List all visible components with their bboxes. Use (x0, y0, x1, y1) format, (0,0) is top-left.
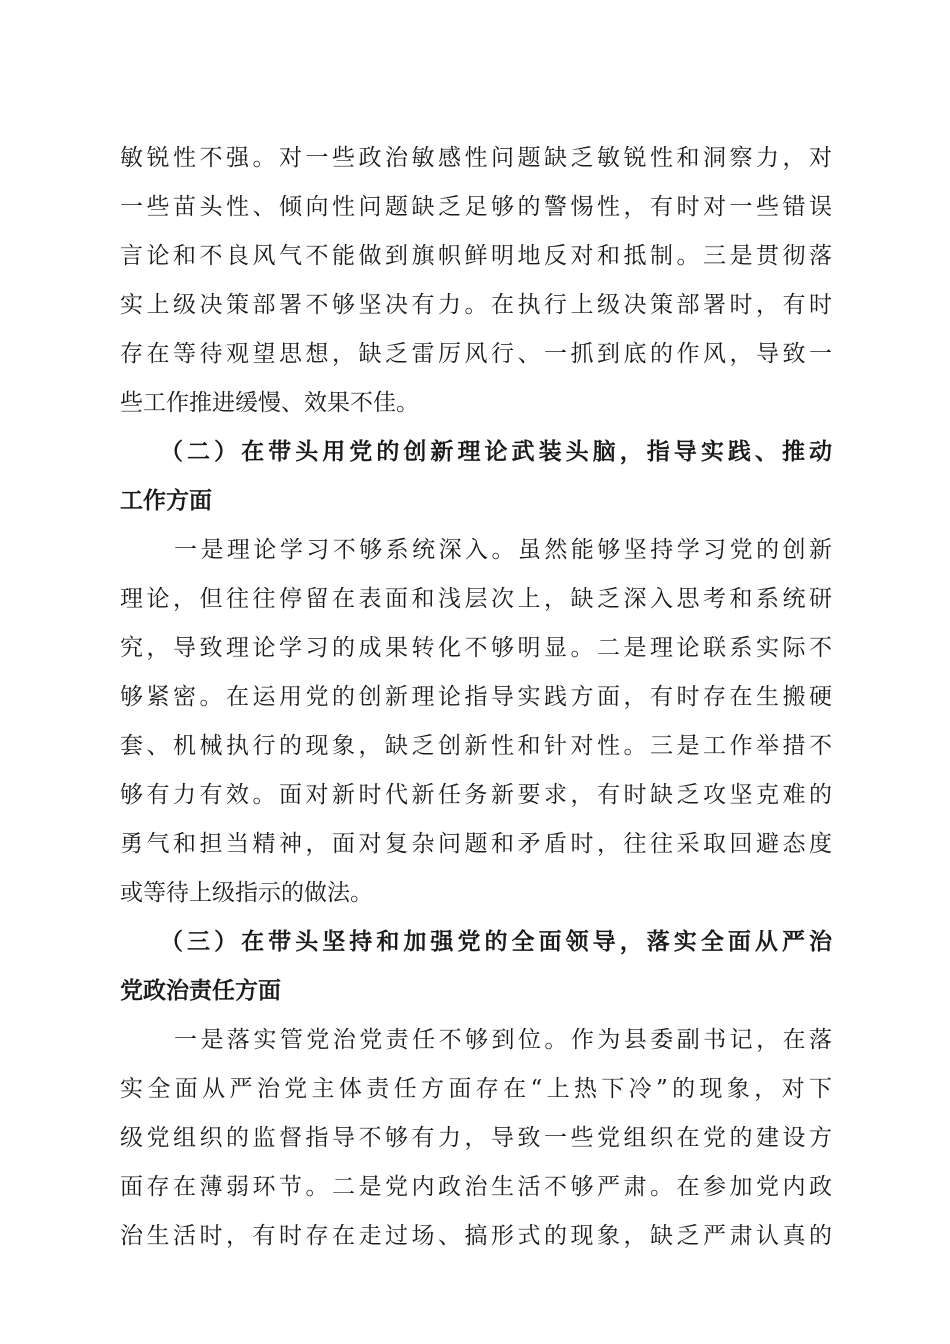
section-heading-2-cont: 工作方面 (120, 487, 212, 514)
body-line: 实上级决策部署不够坚决有力。在执行上级决策部署时，有时 (120, 292, 832, 318)
body-line: 治生活时，有时存在走过场、搞形式的现象，缺乏严肃认真的 (120, 1223, 832, 1249)
body-line: 一些苗头性、倾向性问题缺乏足够的警惕性，有时对一些错误 (120, 194, 832, 220)
body-line: 够紧密。在运用党的创新理论指导实践方面，有时存在生搬硬 (120, 684, 832, 710)
body-line: 面存在薄弱环节。二是党内政治生活不够严肃。在参加党内政 (120, 1174, 832, 1200)
body-line: 或等待上级指示的做法。 (120, 880, 373, 906)
body-line: 勇气和担当精神，面对复杂问题和矛盾时，往往采取回避态度 (120, 831, 832, 857)
body-line: 究，导致理论学习的成果转化不够明显。二是理论联系实际不 (120, 635, 832, 661)
body-line: 套、机械执行的现象，缺乏创新性和针对性。三是工作举措不 (120, 733, 832, 759)
section-heading-3: （三）在带头坚持和加强党的全面领导，落实全面从严治 (160, 928, 832, 955)
body-line: 些工作推进缓慢、效果不佳。 (120, 390, 419, 416)
body-line: 理论，但往往停留在表面和浅层次上，缺乏深入思考和系统研 (120, 586, 832, 612)
body-line: 一是落实管党治党责任不够到位。作为县委副书记，在落 (174, 1027, 832, 1053)
body-line: 言论和不良风气不能做到旗帜鲜明地反对和抵制。三是贯彻落 (120, 243, 832, 269)
body-line: 存在等待观望思想，缺乏雷厉风行、一抓到底的作风，导致一 (120, 341, 832, 367)
body-line: 够有力有效。面对新时代新任务新要求，有时缺乏攻坚克难的 (120, 782, 832, 808)
body-line: 一是理论学习不够系统深入。虽然能够坚持学习党的创新 (174, 537, 832, 563)
section-heading-3-cont: 党政治责任方面 (120, 977, 281, 1004)
body-line: 敏锐性不强。对一些政治敏感性问题缺乏敏锐性和洞察力，对 (120, 145, 832, 171)
body-line: 级党组织的监督指导不够有力，导致一些党组织在党的建设方 (120, 1125, 832, 1151)
section-heading-2: （二）在带头用党的创新理论武装头脑，指导实践、推动 (160, 438, 832, 465)
body-line: 实全面从严治党主体责任方面存在“上热下冷”的现象，对下 (120, 1076, 832, 1102)
